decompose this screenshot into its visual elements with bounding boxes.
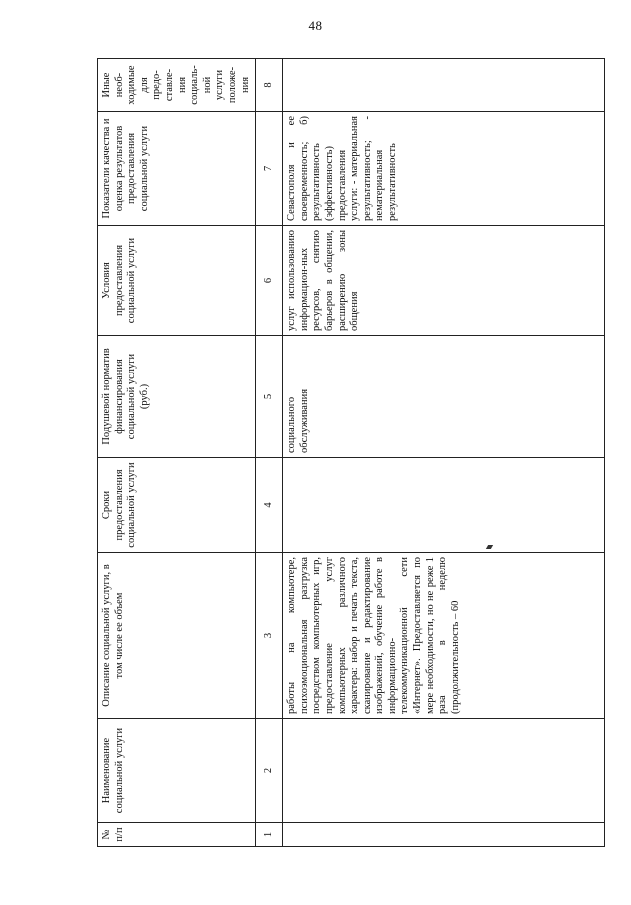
table-header-row: [98, 59, 256, 847]
column-number: 3: [256, 553, 283, 719]
column-number: 1: [256, 823, 283, 847]
table-cell-conditions: услуг использованию информацион-ных ресурсов, снятию барьеров в общении, расширению зоны общения: [283, 226, 605, 336]
header-cell-other-provisions: Иные необ-ходимые для предо-ставле-ния социаль-ной услуги положе-ния: [98, 59, 256, 112]
page-number: 48: [308, 18, 323, 33]
header-cell-terms: Сроки предоставления социальной услуги: [98, 458, 256, 553]
table-cell: [283, 823, 605, 847]
column-number-row: [256, 59, 283, 847]
column-number: 7: [256, 112, 283, 226]
column-number: 5: [256, 336, 283, 458]
table-cell: [283, 719, 605, 823]
table-cell-quality-indicators: Севастополя и ее своевременность; б) результативность (эффективность) предоставления услуги: - материальная результативность; - нематериальная результативность: [283, 112, 605, 226]
column-number: 2: [256, 719, 283, 823]
header-cell-number: № п/п: [98, 823, 256, 847]
header-cell-funding-norm: Подушевой норматив финансирования социальной услуги (руб.): [98, 336, 256, 458]
header-cell-description: Описание социальной услуги, в том числе ее объем: [98, 553, 256, 719]
column-number: 4: [256, 458, 283, 553]
table-row: [283, 59, 605, 847]
table-cell: [283, 59, 605, 112]
header-cell-service-name: Наименование социальной услуги: [98, 719, 256, 823]
rotated-table-container: [97, 59, 605, 847]
table-cell: [283, 458, 605, 553]
table-cell-funding-norm: социального обслуживания: [283, 336, 605, 458]
column-number: 8: [256, 59, 283, 112]
header-cell-conditions: Условия предоставления социальной услуги: [98, 226, 256, 336]
social-services-table: [97, 58, 605, 847]
header-cell-quality-indicators: Показатели качества и оценка результатов предоставления социальной услуги: [98, 112, 256, 226]
table-cell-description: работы на компьютере, психоэмоциональная разгрузка посредством компьютерных игр, предоставление услуг компьютерных различного характера: набор и печать текста, сканирование и редактирование изображений, обучение работе в информационно-телекоммуникационной сети «Интернет». Предоставляется по мере необходимости, но не реже 1 раза в неделю (продолжительность – 60: [283, 553, 605, 719]
column-number: 6: [256, 226, 283, 336]
